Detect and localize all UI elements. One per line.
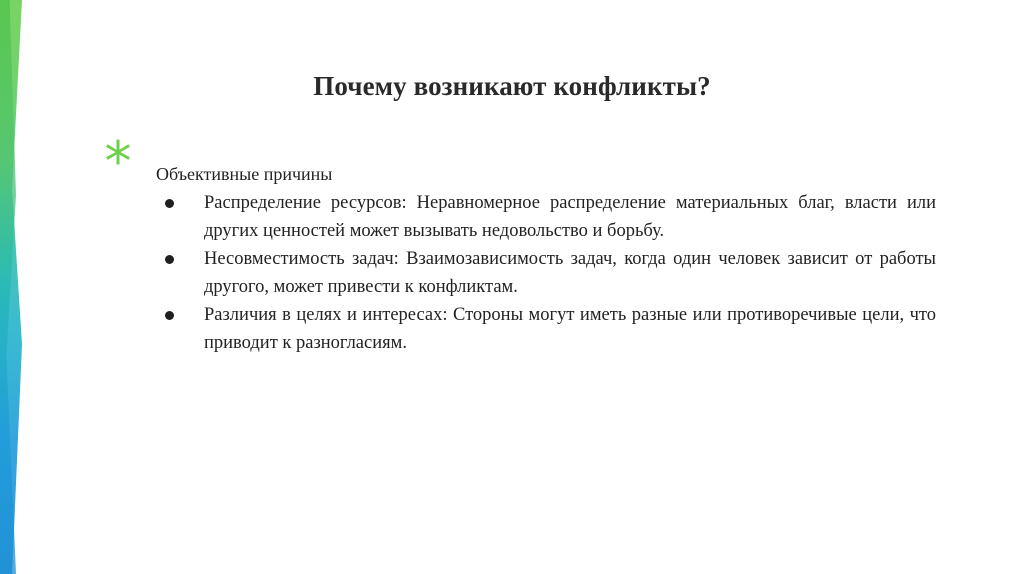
list-item (156, 301, 936, 357)
bullet-dot-icon (165, 255, 174, 264)
list-item-text: Различия в целях и интересах: Стороны могут иметь разные или противоречивые цели, что приводит к разногласиям. (204, 305, 936, 353)
list-item-text: Распределение ресурсов: Неравномерное распределение материальных благ, власти или других ценностей может вызывать недовольство и борьбу. (204, 193, 936, 241)
section-heading: Объективные причины (156, 164, 333, 184)
bullet-list (156, 189, 936, 357)
list-item (156, 245, 936, 301)
bullet-dot-icon (165, 199, 174, 208)
slide-content (156, 161, 936, 357)
slide-title: Почему возникают конфликты? (313, 71, 711, 102)
bullet-dot-icon (165, 311, 174, 320)
list-item (156, 189, 936, 245)
asterisk-icon: * (104, 130, 132, 193)
list-item-text: Несовместимость задач: Взаимозависимость задач, когда один человек зависит от работы другого, может привести к конфликтам. (204, 249, 936, 297)
